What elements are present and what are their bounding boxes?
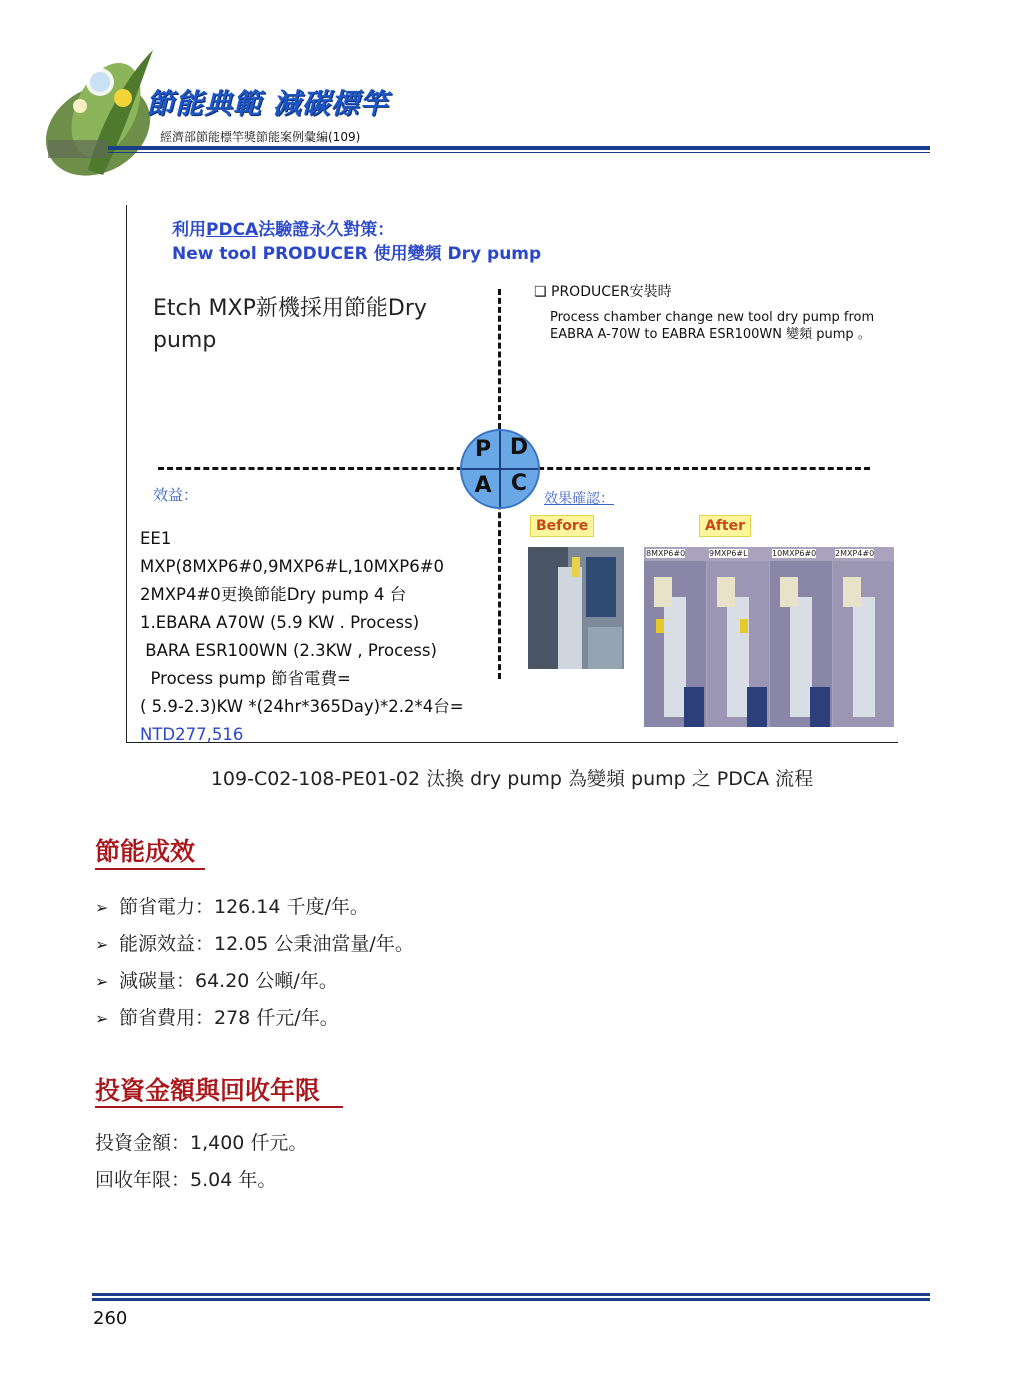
photo-label: 10MXP6#0	[772, 549, 817, 558]
pdca-letter-a: A	[474, 473, 492, 498]
arrow-bullet-icon: ➢	[95, 972, 109, 991]
header-rule	[108, 146, 930, 150]
act-quadrant-heading: 效益：	[153, 486, 199, 504]
figure-caption: 109-C02-108-PE01-02 汰換 dry pump 為變頻 pump 之 PDCA 流程	[210, 768, 814, 790]
act-line: ( 5.9-2.3)KW *(24hr*365Day)*2.2*4台=	[140, 697, 464, 716]
list-item-text: 能源效益：12.05 公秉油當量/年。	[119, 933, 414, 955]
arrow-bullet-icon: ➢	[95, 935, 109, 954]
before-pump-photo	[528, 547, 624, 669]
slide-left-border	[126, 205, 127, 743]
list-item	[95, 967, 414, 1004]
pdca-letter-d: D	[509, 435, 529, 460]
act-line: Process pump 節省電費=	[140, 669, 351, 688]
act-result-amount: NTD277,516	[140, 725, 244, 744]
list-item	[95, 1004, 414, 1041]
list-item	[95, 893, 414, 930]
check-quadrant-heading: 效果確認：	[544, 491, 614, 507]
section-title-investment-payback: 投資金額與回收年限	[95, 1076, 321, 1105]
act-line: 1.EBARA A70W (5.9 KW . Process)	[140, 613, 420, 632]
before-label: Before	[530, 515, 594, 537]
header-rule-thin	[108, 152, 930, 153]
arrow-bullet-icon: ➢	[95, 1009, 109, 1028]
after-label: After	[699, 515, 751, 537]
do-quadrant-heading: ❑ PRODUCER安裝時	[534, 284, 672, 300]
do-quadrant-text: Process chamber change new tool dry pump from EABRA A-70W to EABRA ESR100WN 變頻 pump 。	[550, 310, 875, 342]
photo-label: 9MXP6#L	[709, 549, 748, 558]
section-title-energy-savings: 節能成效	[95, 837, 196, 866]
plan-quadrant-text: Etch MXP新機採用節能Dry pump	[153, 296, 427, 353]
energy-savings-list	[95, 893, 414, 1041]
act-line: BARA ESR100WN (2.3KW , Process)	[140, 641, 437, 660]
act-line: 2MXP4#0更換節能Dry pump 4 台	[140, 585, 407, 604]
after-pump-photo	[644, 547, 894, 727]
list-item	[95, 930, 414, 967]
pdca-letter-c: C	[510, 471, 528, 496]
slide-subtitle: New tool PRODUCER 使用變頻 Dry pump	[172, 244, 542, 264]
photo-label: 8MXP6#0	[646, 549, 686, 558]
header-title: 節能典範 減碳標竿	[146, 87, 389, 120]
section-title-underline	[95, 868, 205, 870]
arrow-bullet-icon: ➢	[95, 898, 109, 917]
act-quadrant-text	[140, 525, 490, 749]
page-number: 260	[93, 1308, 128, 1329]
photo-label: 2MXP4#0	[835, 549, 875, 558]
footer-rule	[92, 1293, 930, 1296]
list-item-text: 節省電力：126.14 千度/年。	[119, 896, 369, 918]
slide-title	[172, 215, 394, 240]
section-title-underline	[95, 1106, 343, 1108]
act-line: EE1	[140, 529, 172, 548]
footer-rule	[92, 1298, 930, 1301]
pdca-letter-p: P	[474, 437, 492, 462]
slide-title-prefix: 利用	[172, 220, 206, 240]
slide-title-pdca: PDCA	[206, 220, 259, 240]
investment-amount: 投資金額：1,400 仟元。	[95, 1132, 308, 1154]
pdca-slide-figure	[126, 205, 898, 743]
slide-title-suffix: 法驗證永久對策：	[258, 220, 395, 240]
list-item-text: 節省費用：278 仟元/年。	[119, 1007, 339, 1029]
header-subtitle: 經濟部節能標竿獎節能案例彙編(109)	[160, 130, 361, 144]
list-item-text: 減碳量：64.20 公噸/年。	[119, 970, 338, 992]
pdca-cycle-icon	[460, 429, 540, 509]
payback-period: 回收年限：5.04 年。	[95, 1169, 277, 1191]
act-line: MXP(8MXP6#0,9MXP6#L,10MXP6#0	[140, 557, 445, 576]
